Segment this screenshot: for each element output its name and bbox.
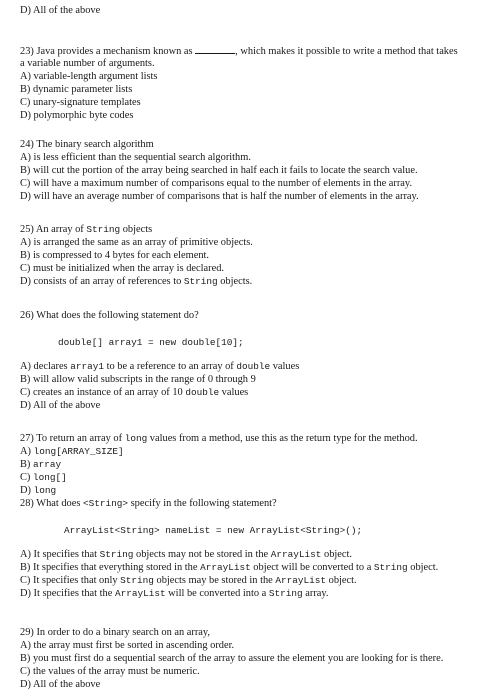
question-stem: 27) To return an array of long values from a method, use this as the return type for the method. xyxy=(20,433,418,444)
question-stem-cont: a variable number of arguments. xyxy=(20,58,155,69)
option-a: A) It specifies that String objects may not be stored in the ArrayList object. xyxy=(20,549,352,560)
question-28 xyxy=(0,497,491,600)
option-d: D) It specifies that the ArrayList will be converted into a String array. xyxy=(20,588,329,599)
option-b: B) you must first do a sequential search of the array to assure the element you are looking for is there. xyxy=(20,653,444,664)
option-b: B) It specifies that everything stored in the ArrayList object will be converted to a String object. xyxy=(20,562,439,573)
question-stem: 28) What does <String> specify in the following statement? xyxy=(20,498,277,509)
option-c: C) the values of the array must be numeric. xyxy=(20,666,200,677)
question-25 xyxy=(0,223,491,288)
code-statement: double[] array1 = new double[10]; xyxy=(58,337,244,348)
question-stem: 29) In order to do a binary search on an array, xyxy=(20,627,211,638)
option-d: D) long xyxy=(20,485,57,496)
answer-blank xyxy=(195,44,235,54)
option-a: A) long[ARRAY_SIZE] xyxy=(20,446,124,457)
option-a: A) variable-length argument lists xyxy=(20,71,158,82)
question-stem: 25) An array of String objects xyxy=(20,224,153,235)
option-c: C) It specifies that only String objects may be stored in the ArrayList object. xyxy=(20,575,357,586)
option-d: D) polymorphic byte codes xyxy=(20,110,134,121)
option-b: B) will allow valid subscripts in the range of 0 through 9 xyxy=(20,374,256,385)
option-c: C) creates an instance of an array of 10 double values xyxy=(20,387,249,398)
option-a: A) declares array1 to be a reference to an array of double values xyxy=(20,361,300,372)
option-b: B) will cut the portion of the array being searched in half each it fails to locate the search value. xyxy=(20,165,418,176)
option-a: A) is arranged the same as an array of primitive objects. xyxy=(20,237,253,248)
question-23 xyxy=(0,44,491,122)
question-24 xyxy=(0,138,491,203)
option-d: D) All of the above xyxy=(20,400,101,411)
option-d: D) consists of an array of references to String objects. xyxy=(20,276,253,287)
question-26 xyxy=(0,309,491,412)
option-b: B) dynamic parameter lists xyxy=(20,84,133,95)
option-a: A) is less efficient than the sequential search algorithm. xyxy=(20,152,251,163)
question-stem: 24) The binary search algorithm xyxy=(20,139,154,150)
option-c: C) must be initialized when the array is declared. xyxy=(20,263,224,274)
code-statement: ArrayList<String> nameList = new ArrayList<String>(); xyxy=(64,525,363,536)
option-b: B) array xyxy=(20,459,62,470)
question-27 xyxy=(0,432,491,497)
previous-question-tail xyxy=(0,4,491,17)
question-29 xyxy=(0,626,491,691)
option-a: A) the array must first be sorted in ascending order. xyxy=(20,640,235,651)
question-stem: 23) Java provides a mechanism known as , which makes it possible to write a method that takes xyxy=(20,46,458,57)
option-d: D) All of the above xyxy=(20,679,101,690)
option-c: C) unary-signature templates xyxy=(20,97,141,108)
option-d: D) All of the above xyxy=(20,5,101,16)
question-stem: 26) What does the following statement do? xyxy=(20,310,199,321)
option-c: C) long[] xyxy=(20,472,67,483)
option-c: C) will have a maximum number of comparisons equal to the number of elements in the array. xyxy=(20,178,413,189)
option-b: B) is compressed to 4 bytes for each element. xyxy=(20,250,209,261)
option-d: D) will have an average number of comparisons that is half the number of elements in the array. xyxy=(20,191,419,202)
